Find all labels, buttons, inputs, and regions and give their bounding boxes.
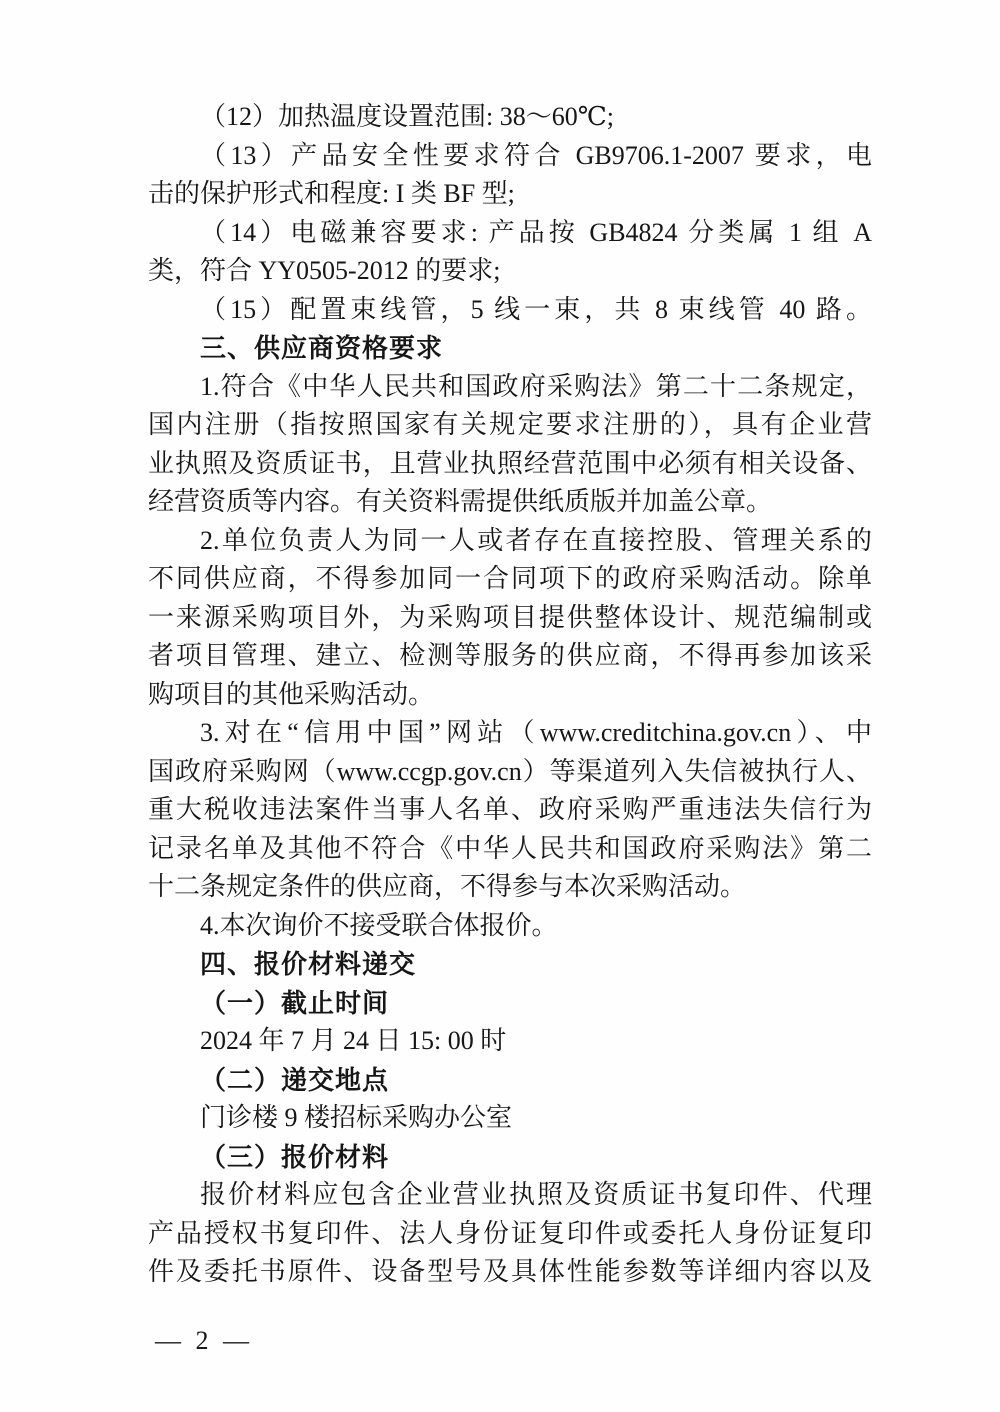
page-number: — 2 —: [155, 1326, 253, 1355]
section-heading: （三）报价材料: [200, 1141, 390, 1172]
text-line: 2024 年 7 月 24 日 15: 00 时: [200, 1026, 507, 1055]
text-line: 2.单位负责人为同一人或者存在直接控股、管理关系的: [200, 525, 872, 555]
text-line: 重大税收违法案件当事人名单、政府采购严重违法失信行为: [148, 795, 872, 824]
text-line: 国政府采购网（www.ccgp.gov.cn）等渠道列入失信被执行人、: [148, 756, 872, 786]
text-line: 者项目管理、建立、检测等服务的供应商，不得再参加该采: [148, 641, 872, 670]
document-body: [148, 98, 872, 1292]
text-line: 件及委托书原件、设备型号及具体性能参数等详细内容以及: [148, 1257, 872, 1286]
text-line: 击的保护形式和程度: I 类 BF 型;: [148, 179, 515, 208]
text-line: 报价材料应包含企业营业执照及资质证书复印件、代理: [200, 1180, 872, 1209]
text-line: 国内注册（指按照国家有关规定要求注册的），具有企业营: [148, 410, 872, 439]
text-line: 3.对在“信用中国”网站（www.creditchina.gov.cn）、中: [200, 718, 872, 747]
text-line: 门诊楼 9 楼招标采购办公室: [200, 1103, 513, 1132]
section-heading: （二）递交地点: [200, 1064, 390, 1095]
text-line: 4.本次询价不接受联合体报价。: [200, 910, 558, 940]
section-heading: 四、报价材料递交: [200, 949, 417, 979]
section-heading: 三、供应商资格要求: [200, 333, 444, 363]
text-line: 十二条规定条件的供应商，不得参与本次采购活动。: [148, 872, 747, 901]
text-line: 经营资质等内容。有关资料需提供纸质版并加盖公章。: [148, 487, 773, 516]
section-heading: （一）截止时间: [200, 987, 390, 1018]
text-line: （15）配置束线管，5 线一束，共 8 束线管 40 路。: [200, 294, 872, 324]
text-line: 类，符合 YY0505-2012 的要求;: [148, 256, 501, 285]
text-line: （14）电磁兼容要求: 产品按 GB4824 分类属 1 组 A: [200, 217, 872, 247]
text-line: 产品授权书复印件、法人身份证复印件或委托人身份证复印: [148, 1218, 872, 1248]
text-line: 购项目的其他采购活动。: [148, 679, 435, 709]
text-line: （13）产品安全性要求符合 GB9706.1-2007 要求，电: [200, 140, 872, 170]
text-line: 不同供应商，不得参加同一合同项下的政府采购活动。除单: [148, 564, 872, 593]
text-line: 记录名单及其他不符合《中华人民共和国政府采购法》第二: [148, 833, 872, 863]
text-line: 业执照及资质证书，且营业执照经营范围中必须有相关设备、: [148, 448, 872, 478]
text-line: （12）加热温度设置范围: 38～60℃;: [200, 102, 615, 131]
text-line: 1.符合《中华人民共和国政府采购法》第二十二条规定，: [200, 371, 872, 401]
text-line: 一来源采购项目外，为采购项目提供整体设计、规范编制或: [148, 602, 872, 632]
